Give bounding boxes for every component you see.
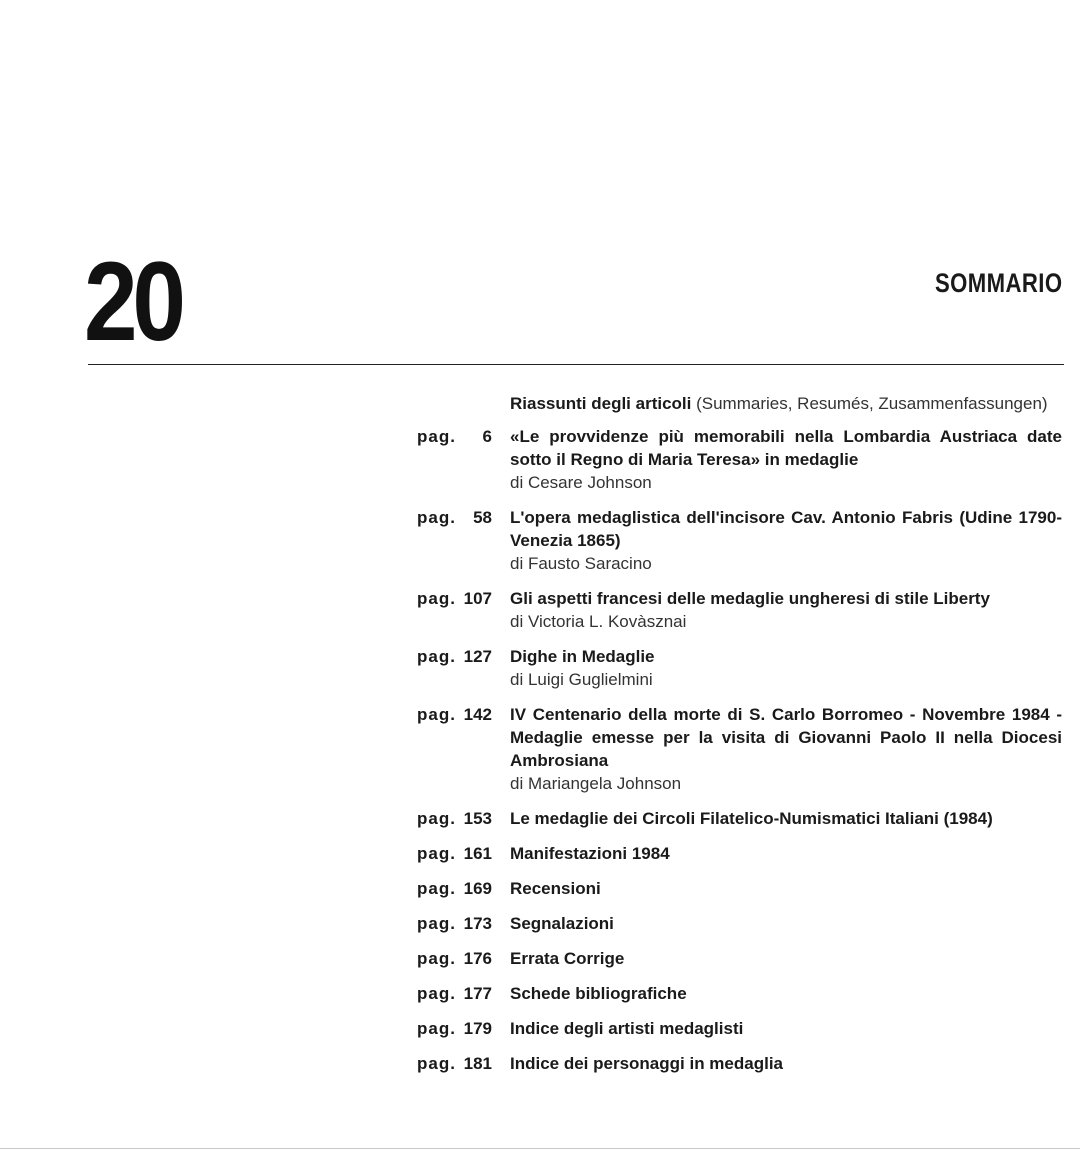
toc-entry[interactable]	[0, 912, 1080, 935]
header-divider	[88, 364, 1064, 365]
pag-label: pag.	[417, 647, 456, 666]
pag-label: pag.	[417, 914, 456, 933]
toc-entry[interactable]	[0, 425, 1080, 494]
toc-entry[interactable]	[0, 587, 1080, 633]
page-number: 177	[463, 984, 492, 1003]
pag-label: pag.	[417, 1054, 456, 1073]
section-title: SOMMARIO	[934, 268, 1062, 298]
entry-title: Schede bibliografiche	[510, 984, 687, 1003]
page-number: 127	[463, 647, 492, 666]
toc-entry[interactable]	[0, 842, 1080, 865]
page-number: 142	[463, 705, 492, 724]
pag-label: pag.	[417, 949, 456, 968]
toc-entry[interactable]	[0, 645, 1080, 691]
entry-title: L'opera medaglistica dell'incisore Cav. Antonio Fabris (Udine 1790-Venezia 1865)	[510, 508, 1062, 550]
entry-title: Recensioni	[510, 879, 601, 898]
toc-entry[interactable]	[0, 506, 1080, 575]
page-number: 179	[463, 1019, 492, 1038]
page-number: 173	[463, 914, 492, 933]
pag-label: pag.	[417, 508, 456, 527]
toc-entries	[0, 425, 1080, 1087]
pag-label: pag.	[417, 589, 456, 608]
page-number: 176	[463, 949, 492, 968]
pag-label: pag.	[417, 809, 456, 828]
entry-author: di Luigi Guglielmini	[510, 670, 653, 689]
entry-title: Gli aspetti francesi delle medaglie ungheresi di stile Liberty	[510, 589, 990, 608]
page-number: 169	[463, 879, 492, 898]
toc-header	[510, 392, 1070, 415]
issue-number: 20	[84, 239, 181, 364]
page-edge-line	[0, 1148, 1080, 1149]
entry-title: Segnalazioni	[510, 914, 614, 933]
toc-entry[interactable]	[0, 877, 1080, 900]
toc-entry[interactable]	[0, 1017, 1080, 1040]
pag-label: pag.	[417, 844, 456, 863]
entry-title: Le medaglie dei Circoli Filatelico-Numismatici Italiani (1984)	[510, 809, 993, 828]
entry-title: Manifestazioni 1984	[510, 844, 670, 863]
toc-header-light: (Summaries, Resumés, Zusammenfassungen)	[691, 394, 1048, 413]
entry-title: IV Centenario della morte di S. Carlo Borromeo - Novembre 1984 - Medaglie emesse per la visita di Giovanni Paolo II nella Diocesi Ambrosiana	[510, 705, 1062, 770]
page-number: 181	[463, 1054, 492, 1073]
entry-author: di Mariangela Johnson	[510, 774, 682, 793]
page-number: 153	[463, 809, 492, 828]
pag-label: pag.	[417, 1019, 456, 1038]
entry-author: di Fausto Saracino	[510, 554, 652, 573]
pag-label: pag.	[417, 427, 456, 446]
entry-author: di Victoria L. Kovàsznai	[510, 612, 687, 631]
entry-title: «Le provvidenze più memorabili nella Lombardia Austriaca date sotto il Regno di Maria Teresa» in medaglie	[510, 427, 1062, 469]
toc-header-bold: Riassunti degli articoli	[510, 394, 692, 413]
toc-entry[interactable]	[0, 947, 1080, 970]
toc-entry[interactable]	[0, 703, 1080, 795]
toc-entry[interactable]	[0, 982, 1080, 1005]
entry-title: Dighe in Medaglie	[510, 647, 655, 666]
page-number: 6	[482, 427, 492, 446]
toc-entry[interactable]	[0, 1052, 1080, 1075]
pag-label: pag.	[417, 879, 456, 898]
page-number: 161	[463, 844, 492, 863]
toc-entry[interactable]	[0, 807, 1080, 830]
pag-label: pag.	[417, 984, 456, 1003]
page-number: 58	[473, 508, 492, 527]
page-number: 107	[463, 589, 492, 608]
entry-title: Indice degli artisti medaglisti	[510, 1019, 744, 1038]
pag-label: pag.	[417, 705, 456, 724]
entry-title: Indice dei personaggi in medaglia	[510, 1054, 784, 1073]
entry-author: di Cesare Johnson	[510, 473, 652, 492]
entry-title: Errata Corrige	[510, 949, 625, 968]
